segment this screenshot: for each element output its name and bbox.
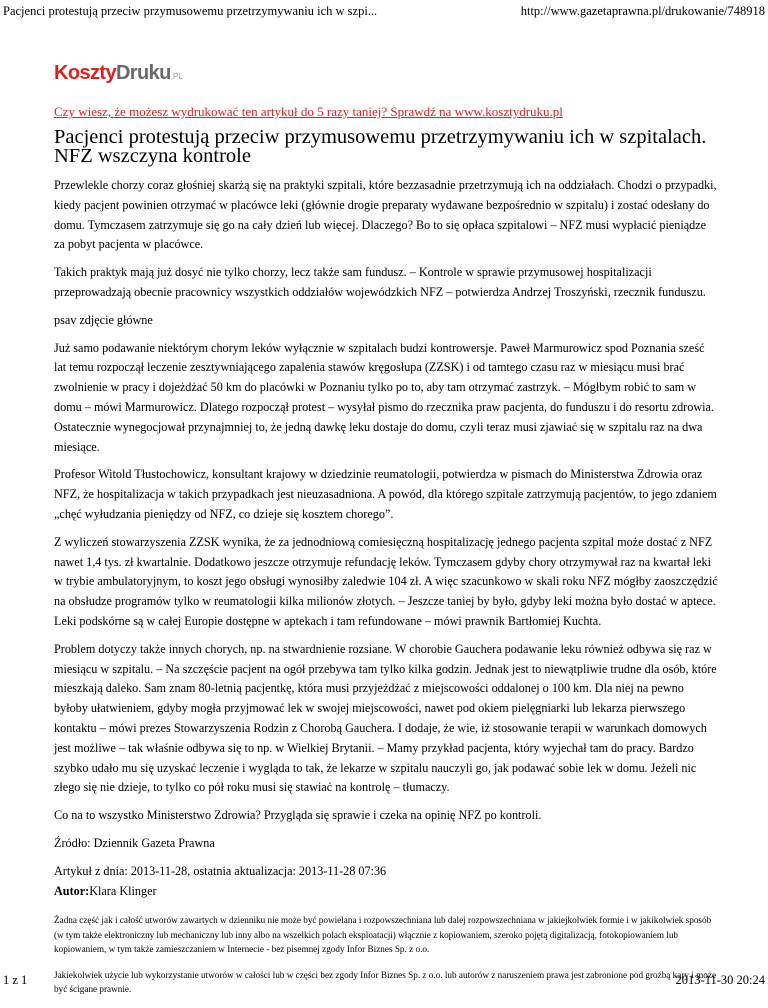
print-header <box>3 3 765 19</box>
print-page-title: Pacjenci protestują przeciw przymusowemu przetrzymywaniu ich w szpi... <box>3 4 378 18</box>
legal-notice: Jakiekolwiek użycie lub wykorzystanie utworów w całości lub w części bez zgody Infor Biznes Sp. z o.o. lub autorów z naruszeniem prawa jest zabronione pod groźbą kary i może być ścigane prawnie. <box>54 969 717 995</box>
logo-part-koszty: Koszty <box>54 62 116 84</box>
kosztydruku-logo[interactable] <box>54 61 183 89</box>
logo-part-druku: Druku <box>115 62 171 84</box>
logo-part-pl: .PL <box>170 72 183 81</box>
article-paragraph: Już samo podawanie niektórym chorym leków wyłącznie w szpitalach budzi kontrowersje. Paweł Marmurowicz spod Poznania sześć lat temu rozpoczął leczenie zesztywniającego zapalenia stawów kręgosłupa (ZZSK) i od tamtego czasu raz w miesiącu musi brać zwolnienie w pracy i dojeżdżać 50 km do placówki w Poznaniu tylko po to, aby tam otrzymać zastrzyk. – Mógłbym robić to sam w domu – mówi Marmurowicz. Dlatego rozpoczął protest – wysyłał pismo do rzecznika praw pacjenta, do funduszu i do resortu zdrowia. Ostatecznie wynegocjował przynajmniej to, że jedną dawkę leku dostaje do domu, czyli teraz musi zjawiać się w szpitalu raz na dwa miesiące. <box>54 340 714 454</box>
article-title: Pacjenci protestują przeciw przymusowemu przetrzymywaniu ich w szpitalach. NFZ wszczyna kontrole <box>54 126 707 167</box>
promo-banner <box>54 104 734 120</box>
author-name: Klara Klinger <box>89 883 157 898</box>
article-source: Źródło: Dziennik Gazeta Prawna <box>54 835 215 850</box>
article-paragraph: Przewlekle chorzy coraz głośniej skarżą się na praktyki szpitali, które bezzasadnie przetrzymują ich na oddziałach. Chodzi o przypadki, kiedy pacjent powinien otrzymać w placówce leki (głównie drogie preparaty wydawane bezpośrednio w szpitalu) i zostać odesłany do domu. Tymczasem zatrzymuje się go na cały dzień lub więcej. Dlaczego? Bo to się opłaca szpitalowi – NFZ musi wypłacić pieniądze za pobyt pacjenta w placówce. <box>54 178 717 252</box>
print-page-number: 1 z 1 <box>3 973 28 987</box>
article-paragraph: Profesor Witold Tłustochowicz, konsultant krajowy w dziedzinie reumatologii, potwierdza w pismach do Ministerstwa Zdrowia oraz NFZ, że hospitalizacja w takich przypadkach jest nieuzasadniona. A powód, dla którego szpitale zatrzymują pacjentów, to jego zdaniem „chęć wyłudzania pieniędzy od NFZ, co dzieje się kosztem chorego”. <box>54 467 717 521</box>
article-date: Artykuł z dnia: 2013-11-28, ostatnia aktualizacja: 2013-11-28 07:36 <box>54 863 387 878</box>
legal-notice: Żadna część jak i całość utworów zawartych w dzienniku nie może być powielana i rozpowszechniana lub dalej rozpowszechniana w jakiejkolwiek formie i w jakikolwiek sposób (w tym także elektroniczny lub mechaniczny lub inny albo na wszelkich polach eksploatacji) włącznie z kopiowaniem, szeroko pojętą digitalizacją, fotokopiowaniem lub kopiowaniem, w tym także zamieszczaniem w Internecie - bez pisemnej zgody Infor Biznes Sp. z o.o. <box>54 915 712 955</box>
article-paragraph: Z wyliczeń stowarzyszenia ZZSK wynika, że za jednodniową comiesięczną hospitalizację jednego pacjenta szpital może dostać z NFZ nawet 1,4 tys. zł kwartalnie. Dodatkowo jeszcze otrzymuje refundację leków. Tymczasem gdyby chory otrzymywał raz na kwartał leki w trybie ambulatoryjnym, to koszt jego obsługi wynosiłby zaledwie 104 zł. A więc szacunkowo w skali roku NFZ mógłby zaoszczędzić na obsłudze programów tylko w reumatologii kilka milionów złotych. – Jeszcze taniej by było, gdyby leki można było dostać w aptece. Leki podskórne są w całej Europie dostępne w aptekach i tam refundowane – mówi prawnik Bartłomiej Kuchta. <box>54 534 718 628</box>
article-meta <box>54 862 718 902</box>
article-paragraph: Co na to wszystko Ministerstwo Zdrowia? Przygląda się sprawie i czeka na opinię NFZ po kontroli. <box>54 808 542 823</box>
print-footer <box>3 972 765 988</box>
author-label: Autor: <box>54 883 90 898</box>
promo-link[interactable]: Czy wiesz, że możesz wydrukować ten artykuł do 5 razy taniej? Sprawdź na www.kosztydruku.pl <box>54 104 563 119</box>
article <box>54 128 718 1008</box>
image-placeholder-caption: psav zdjęcie główne <box>54 312 153 327</box>
article-paragraph: Problem dotyczy także innych chorych, np. na stwardnienie rozsiane. W chorobie Gauchera podawanie leku również odbywa się raz w miesiącu w szpitalu. – Na szczęście pacjent na ogół przebywa tam tylko kilka godzin. Jednak jest to niewątpliwie trudne dla osób, które mieszkają daleko. Sam znam 80-letnią pacjentkę, która musi przyjeżdżać z miejscowości oddalonej o 100 km. Dla niej na pewno byłoby ułatwieniem, gdyby mogła przyjmować lek w swojej miejscowości, nawet pod okiem pielęgniarki lub lekarza pierwszego kontaktu – mówi prezes Stowarzyszenia Rodzin z Chorobą Gauchera. I dodaje, że wie, iż stosowanie terapii w warunkach domowych jest możliwe – tak właśnie odbywa się to np. w Wielkiej Brytanii. – Mamy przykład pacjenta, który wyjechał tam do pracy. Bardzo szybko udało mu się uzyskać leczenie i wygląda to tak, że lekarze w szpitalu nauczyli go, jak podawać sobie lek w domu. Jeżeli nic złego się nie dzieje, to tylko co pół roku musi się stawiać na kontrolę – tłumaczy. <box>54 641 717 795</box>
print-page-url: http://www.gazetaprawna.pl/drukowanie/748918 <box>520 4 765 18</box>
article-paragraph: Takich praktyk mają już dosyć nie tylko chorzy, lecz także sam fundusz. – Kontrole w sprawie przymusowej hospitalizacji przeprowadzają obecnie pracownicy wszystkich oddziałów wojewódzkich NFZ – potwierdza Andrzej Troszyński, rzecznik funduszu. <box>54 265 706 299</box>
print-datetime: 2013-11-30 20:24 <box>675 973 765 987</box>
